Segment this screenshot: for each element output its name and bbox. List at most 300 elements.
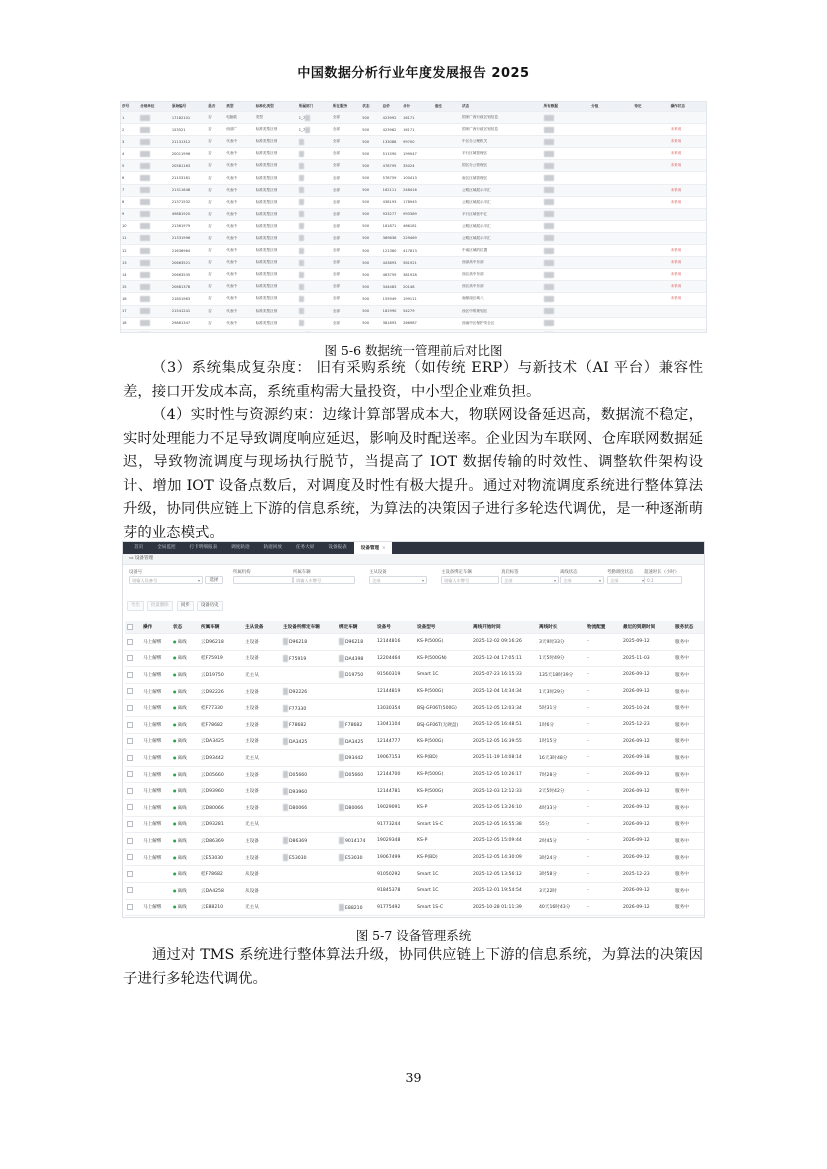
table-cell: KS-P(500G): [415, 783, 471, 800]
table-cell: [298, 257, 332, 269]
select-all-checkbox[interactable]: [125, 621, 141, 634]
table-cell: [337, 849, 375, 866]
table-cell: 全部: [332, 305, 361, 317]
column-header: 操作: [141, 621, 171, 634]
table-cell: 20011996: [171, 148, 207, 160]
redacted-block: [299, 320, 304, 326]
redacted-block: [339, 854, 344, 861]
unbind-link-cell[interactable]: 马上解绑: [141, 634, 171, 651]
redacted-block: [544, 332, 554, 333]
table-cell: [171, 650, 199, 667]
redacted-block: [339, 671, 344, 678]
row-checkbox-cell: [125, 866, 141, 883]
nav-tab[interactable]: [257, 542, 289, 554]
unbind-link-cell[interactable]: 马上解绑: [141, 750, 171, 767]
table-cell: [543, 293, 591, 305]
redacted-block: [299, 211, 304, 217]
filter-input[interactable]: [607, 576, 647, 584]
nav-tab[interactable]: [150, 542, 182, 554]
checkbox[interactable]: [127, 624, 133, 630]
page-number: 39: [405, 1070, 422, 1085]
cell-text: D86369: [289, 839, 308, 845]
unbind-link-cell[interactable]: 马上解绑: [141, 667, 171, 684]
table-row: [121, 317, 706, 329]
checkbox[interactable]: [127, 887, 133, 893]
unbind-link-cell[interactable]: [141, 866, 171, 883]
equipment-management-screenshot: [122, 541, 705, 918]
table-row: [125, 833, 705, 850]
unbind-link-cell[interactable]: 马上解绑: [141, 716, 171, 733]
table-row: [125, 700, 705, 717]
column-header: 服务状态: [673, 621, 705, 634]
table-cell: 20663521: [171, 257, 207, 269]
table-cell: KS-P(500G): [415, 683, 471, 700]
redacted-block: [544, 199, 554, 205]
table-cell: [171, 750, 199, 767]
table-cell: 代表中: [225, 220, 254, 232]
table-cell: 423992: [382, 112, 402, 124]
nav-tab-label: 设备管理: [360, 546, 380, 551]
table-cell: [633, 220, 669, 232]
redacted-block: [299, 248, 304, 254]
table-cell: 未采用: [670, 257, 706, 269]
nav-tab-label: 打卡明细报表: [189, 545, 218, 550]
table-cell: 2025-11-19 14:08:14: [471, 750, 537, 767]
table-cell: [590, 136, 633, 148]
table-cell: 2026-09-12: [621, 766, 673, 783]
table-cell: [298, 208, 332, 220]
table-cell: 2026-09-12: [621, 733, 673, 750]
table-row: [121, 305, 706, 317]
filter-input[interactable]: [441, 576, 499, 584]
table-cell: [471, 916, 537, 918]
checkbox[interactable]: [127, 639, 133, 645]
redacted-block: [140, 248, 150, 254]
table-cell: [590, 196, 633, 208]
table-cell: [332, 329, 361, 333]
filter-label: 主设备绑定车辆: [441, 570, 472, 575]
checkbox[interactable]: [127, 871, 133, 877]
table-cell: [171, 634, 199, 651]
table-cell: [139, 172, 171, 184]
filter-label: 考勤调度状态: [607, 570, 634, 575]
table-cell: [543, 329, 591, 333]
status-text: 离线: [177, 838, 187, 844]
table-row: [121, 257, 706, 269]
table-cell: [434, 124, 461, 136]
table-cell: KS-P(500G): [415, 766, 471, 783]
table-cell: 桂F78682: [199, 716, 243, 733]
table-cell: 否: [207, 136, 225, 148]
table-cell: [633, 208, 669, 220]
table-cell: [633, 305, 669, 317]
table-cell: 代表中: [225, 232, 254, 244]
table-cell: [590, 148, 633, 160]
column-header: 状态: [171, 621, 199, 634]
table-cell: [337, 866, 375, 883]
table-row: [125, 816, 705, 833]
table-cell: [361, 329, 381, 333]
table-cell: 3: [121, 136, 139, 148]
table-cell: 否: [207, 305, 225, 317]
filter-input[interactable]: [641, 576, 682, 584]
nav-tab[interactable]: [321, 542, 353, 554]
table-cell: 桂F75919: [199, 650, 243, 667]
table-cell: 500: [361, 232, 381, 244]
nav-tab[interactable]: [289, 542, 321, 554]
filter-input[interactable]: [369, 576, 427, 584]
filter-label: 离线状态: [560, 570, 578, 575]
table-cell: [375, 916, 415, 918]
table-cell: 19067153: [375, 750, 415, 767]
table-cell: 代表中: [225, 245, 254, 257]
table-cell: [281, 866, 337, 883]
redacted-block: [140, 272, 150, 278]
status-dot-icon: ●: [173, 705, 177, 711]
filter-value: 0.1: [647, 578, 654, 583]
redacted-block: [544, 320, 554, 326]
table-cell: 服务中: [673, 634, 705, 651]
table-cell: 16天3时48分: [537, 750, 585, 767]
table-cell: 否: [207, 112, 225, 124]
table-cell: [415, 916, 471, 918]
table-cell: 12144700: [375, 766, 415, 783]
table-cell: [670, 317, 706, 329]
table-cell: 未采用: [670, 281, 706, 293]
table-cell: -: [585, 700, 621, 717]
redacted-block: [544, 187, 554, 193]
table-cell: 全部: [332, 257, 361, 269]
checkbox[interactable]: [127, 854, 133, 860]
filter-field: [233, 569, 293, 584]
table-cell: 服务中: [673, 766, 705, 783]
table-cell: 14: [121, 269, 139, 281]
table-cell: [434, 172, 461, 184]
nav-tab[interactable]: [224, 542, 256, 554]
status-dot-icon: ●: [173, 821, 177, 827]
table-cell: 标准类型区别: [255, 232, 298, 244]
table-cell: 未采用: [670, 148, 706, 160]
table-cell: 未采用: [670, 269, 706, 281]
table-cell: [537, 916, 585, 918]
table-cell: 4: [121, 148, 139, 160]
table-cell: 无主从: [243, 750, 281, 767]
table-cell: [633, 269, 669, 281]
action-button[interactable]: 同步: [177, 601, 194, 611]
table-cell: 161871: [382, 220, 402, 232]
redacted-block: [544, 272, 554, 278]
checkbox[interactable]: [127, 788, 133, 794]
unbind-link-cell[interactable]: 马上解绑: [141, 683, 171, 700]
figure-caption: 图 5-7 设备管理系统: [355, 928, 472, 943]
table-cell: 未采用: [670, 124, 706, 136]
table-cell: 西区高中东部: [461, 269, 543, 281]
status-dot-icon: ●: [173, 854, 177, 860]
redacted-block: [544, 211, 554, 217]
action-button[interactable]: 导出: [127, 601, 144, 611]
table-cell: 500: [361, 317, 381, 329]
table-cell: [139, 257, 171, 269]
table-cell: [543, 257, 591, 269]
table-cell: [281, 799, 337, 816]
table-cell: 全部: [332, 317, 361, 329]
table-cell: 1天5时49分: [537, 650, 585, 667]
cell-text: DA3425: [289, 739, 308, 745]
row-checkbox-cell: [125, 799, 141, 816]
table-cell: 1天3时29分: [537, 683, 585, 700]
redacted-block: [339, 804, 344, 811]
table-cell: 21801963: [171, 293, 207, 305]
cell-text: F78682: [289, 723, 307, 729]
filter-input[interactable]: [293, 576, 355, 584]
table-cell: 99700: [402, 136, 434, 148]
table-cell: [337, 882, 375, 899]
unbind-link-cell[interactable]: [141, 916, 171, 918]
table-cell: 全部: [332, 269, 361, 281]
table-cell: 12204464: [375, 650, 415, 667]
table-cell: 从设备: [243, 882, 281, 899]
table-cell: 2025-12-04 17:05:11: [471, 650, 537, 667]
redacted-block: [299, 139, 304, 145]
table-cell: 199111: [402, 293, 434, 305]
status-text: 离线: [177, 805, 187, 811]
table-cell: 29861347: [171, 317, 207, 329]
redacted-block: [544, 151, 554, 157]
table-cell: 全部: [332, 232, 361, 244]
select-button[interactable]: 选择: [205, 576, 223, 584]
table-cell: [171, 716, 199, 733]
table-cell: 21311648: [171, 184, 207, 196]
table-cell: [590, 112, 633, 124]
action-button[interactable]: 设备历史: [197, 601, 223, 611]
table-cell: [171, 849, 199, 866]
checkbox[interactable]: [127, 705, 133, 711]
checkbox[interactable]: [127, 688, 133, 694]
table-cell: -: [585, 849, 621, 866]
unbind-link-cell[interactable]: 马上解绑: [141, 816, 171, 833]
table-cell: [139, 196, 171, 208]
unbind-link-cell[interactable]: [141, 882, 171, 899]
redacted-block: [140, 211, 150, 217]
status-dot-icon: ●: [173, 721, 177, 727]
table-cell: [633, 196, 669, 208]
checkbox[interactable]: [127, 904, 133, 910]
checkbox[interactable]: [127, 804, 133, 810]
table-cell: 全部: [332, 172, 361, 184]
table-cell: [171, 799, 199, 816]
table-cell: [543, 208, 591, 220]
table-row: [125, 667, 705, 684]
table-cell: [461, 329, 543, 333]
table-cell: [139, 124, 171, 136]
close-icon[interactable]: ✕: [382, 545, 386, 550]
table-row: [125, 650, 705, 667]
filter-value: 全部: [563, 578, 572, 583]
table-cell: KS-P(500G): [415, 634, 471, 651]
redacted-block: [299, 308, 304, 314]
redacted-block: [299, 296, 304, 302]
table-cell: BSJ-GF06T(无硬盘): [415, 716, 471, 733]
table-cell: 代表中: [225, 257, 254, 269]
unbind-link-cell[interactable]: 马上解绑: [141, 833, 171, 850]
checkbox[interactable]: [127, 821, 133, 827]
filter-field: [129, 569, 203, 585]
table-cell: -: [585, 750, 621, 767]
table-cell: [281, 882, 337, 899]
unbind-link-cell[interactable]: 马上解绑: [141, 899, 171, 916]
cell-text: D93960: [289, 789, 308, 795]
table-cell: 381928: [402, 269, 434, 281]
nav-tab[interactable]: [354, 542, 393, 554]
table-cell: [434, 160, 461, 172]
unbind-link-cell[interactable]: 马上解绑: [141, 766, 171, 783]
table-cell: 2025-12-05 16:55:38: [471, 816, 537, 833]
row-checkbox-cell: [125, 882, 141, 899]
table-cell: [543, 148, 591, 160]
table-cell: [171, 329, 207, 333]
table-cell: 17: [121, 305, 139, 317]
column-header: 绑定车辆: [337, 621, 375, 634]
cell-text: D80066: [289, 806, 308, 812]
table-cell: 服务中: [673, 866, 705, 883]
filter-field: [560, 569, 604, 585]
table-cell: [633, 112, 669, 124]
table-cell: [139, 269, 171, 281]
unbind-link-cell[interactable]: 马上解绑: [141, 799, 171, 816]
table-cell: 500: [361, 220, 381, 232]
table-row: [121, 220, 706, 232]
checkbox[interactable]: [127, 771, 133, 777]
redacted-block: [544, 223, 554, 229]
checkbox[interactable]: [127, 722, 133, 728]
checkbox[interactable]: [127, 838, 133, 844]
unbind-link-cell[interactable]: 马上解绑: [141, 700, 171, 717]
table-cell: BSJ-GF06T(500G): [415, 700, 471, 717]
unbind-link-cell[interactable]: 马上解绑: [141, 733, 171, 750]
redacted-block: [140, 139, 150, 145]
filter-input[interactable]: [129, 576, 203, 584]
table-row: [121, 208, 706, 220]
checkbox[interactable]: [127, 738, 133, 744]
table-cell: 全部: [332, 220, 361, 232]
table-cell: [337, 766, 375, 783]
chevron-down-icon: ▾: [553, 578, 556, 583]
table-cell: 否: [207, 317, 225, 329]
table-cell: 服务中: [673, 716, 705, 733]
cell-text: D93442: [345, 756, 364, 762]
table-cell: 否: [207, 232, 225, 244]
table-row: [125, 683, 705, 700]
unbind-link-cell[interactable]: 马上解绑: [141, 849, 171, 866]
row-checkbox-cell: [125, 833, 141, 850]
status-text: 离线: [177, 855, 187, 861]
table-cell: 2025-12-05 16:48:51: [471, 716, 537, 733]
filter-input[interactable]: [501, 576, 559, 584]
redacted-block: [544, 308, 554, 314]
table-cell: [281, 766, 337, 783]
cell-text: E88210: [345, 905, 363, 911]
table-cell: [621, 916, 673, 918]
breadcrumb: ▭ 设备管理: [123, 554, 704, 565]
table-cell: 主设备: [243, 634, 281, 651]
action-button[interactable]: 批量删除: [147, 601, 173, 611]
table-cell: [434, 281, 461, 293]
row-checkbox-cell: [125, 916, 141, 918]
table-cell: 54279: [402, 305, 434, 317]
table-cell: [543, 305, 591, 317]
table-cell: 12144781: [375, 783, 415, 800]
table-cell: 否: [207, 220, 225, 232]
nav-tab[interactable]: [127, 542, 150, 554]
table-cell: [337, 916, 375, 918]
filter-input[interactable]: [560, 576, 604, 584]
table-cell: 服务中: [673, 849, 705, 866]
table-cell: 主设备: [243, 650, 281, 667]
table-cell: 标准类型区别: [255, 305, 298, 317]
unbind-link-cell[interactable]: 马上解绑: [141, 783, 171, 800]
table-cell: 500: [361, 257, 381, 269]
table-cell: 19067499: [375, 849, 415, 866]
column-header: 标准化类型: [255, 102, 298, 112]
redacted-block: [305, 115, 310, 121]
table-cell: [590, 208, 633, 220]
table-cell: [434, 208, 461, 220]
table-cell: [121, 329, 139, 333]
table-cell: 17182101: [171, 112, 207, 124]
table-cell: [590, 305, 633, 317]
row-checkbox-cell: [125, 716, 141, 733]
table-cell: -: [585, 683, 621, 700]
table-cell: [298, 329, 332, 333]
table-cell: 581921: [402, 257, 434, 269]
table-cell: [298, 293, 332, 305]
table-cell: [298, 148, 332, 160]
table-cell: 993389: [402, 208, 434, 220]
redacted-block: [339, 754, 344, 761]
table-cell: 500: [361, 208, 381, 220]
table-cell: [281, 634, 337, 651]
chevron-down-icon: ▾: [598, 578, 601, 583]
checkbox[interactable]: [127, 755, 133, 761]
table-cell: 2025-12-05 13:56:12: [471, 866, 537, 883]
table-cell: 12144816: [375, 634, 415, 651]
unbind-link-cell[interactable]: 马上解绑: [141, 650, 171, 667]
table-cell: [139, 293, 171, 305]
checkbox[interactable]: [127, 672, 133, 678]
table-cell: 266987: [402, 317, 434, 329]
filter-input[interactable]: [233, 576, 293, 584]
filter-value: 请输入车牌号: [296, 578, 322, 583]
nav-tab[interactable]: [183, 542, 225, 554]
table-cell: 未采用: [670, 245, 706, 257]
filter-label: 设备号: [129, 570, 143, 575]
redacted-block: [140, 223, 150, 229]
device-table: [125, 621, 705, 918]
checkbox[interactable]: [127, 655, 133, 661]
table-cell: 2025-10-24: [621, 700, 673, 717]
table-cell: 2026-09-12: [621, 799, 673, 816]
table-cell: 2025-12-05 15:09:44: [471, 833, 537, 850]
table-cell: 代表中: [225, 293, 254, 305]
nav-tab-label: 调度轨迹: [231, 545, 250, 550]
table-cell: [255, 329, 298, 333]
table-cell: 100413: [402, 172, 434, 184]
table-row: [121, 293, 706, 305]
table-cell: 否: [207, 148, 225, 160]
redacted-block: [140, 332, 150, 333]
table-cell: 全部: [332, 196, 361, 208]
table-cell: [543, 232, 591, 244]
